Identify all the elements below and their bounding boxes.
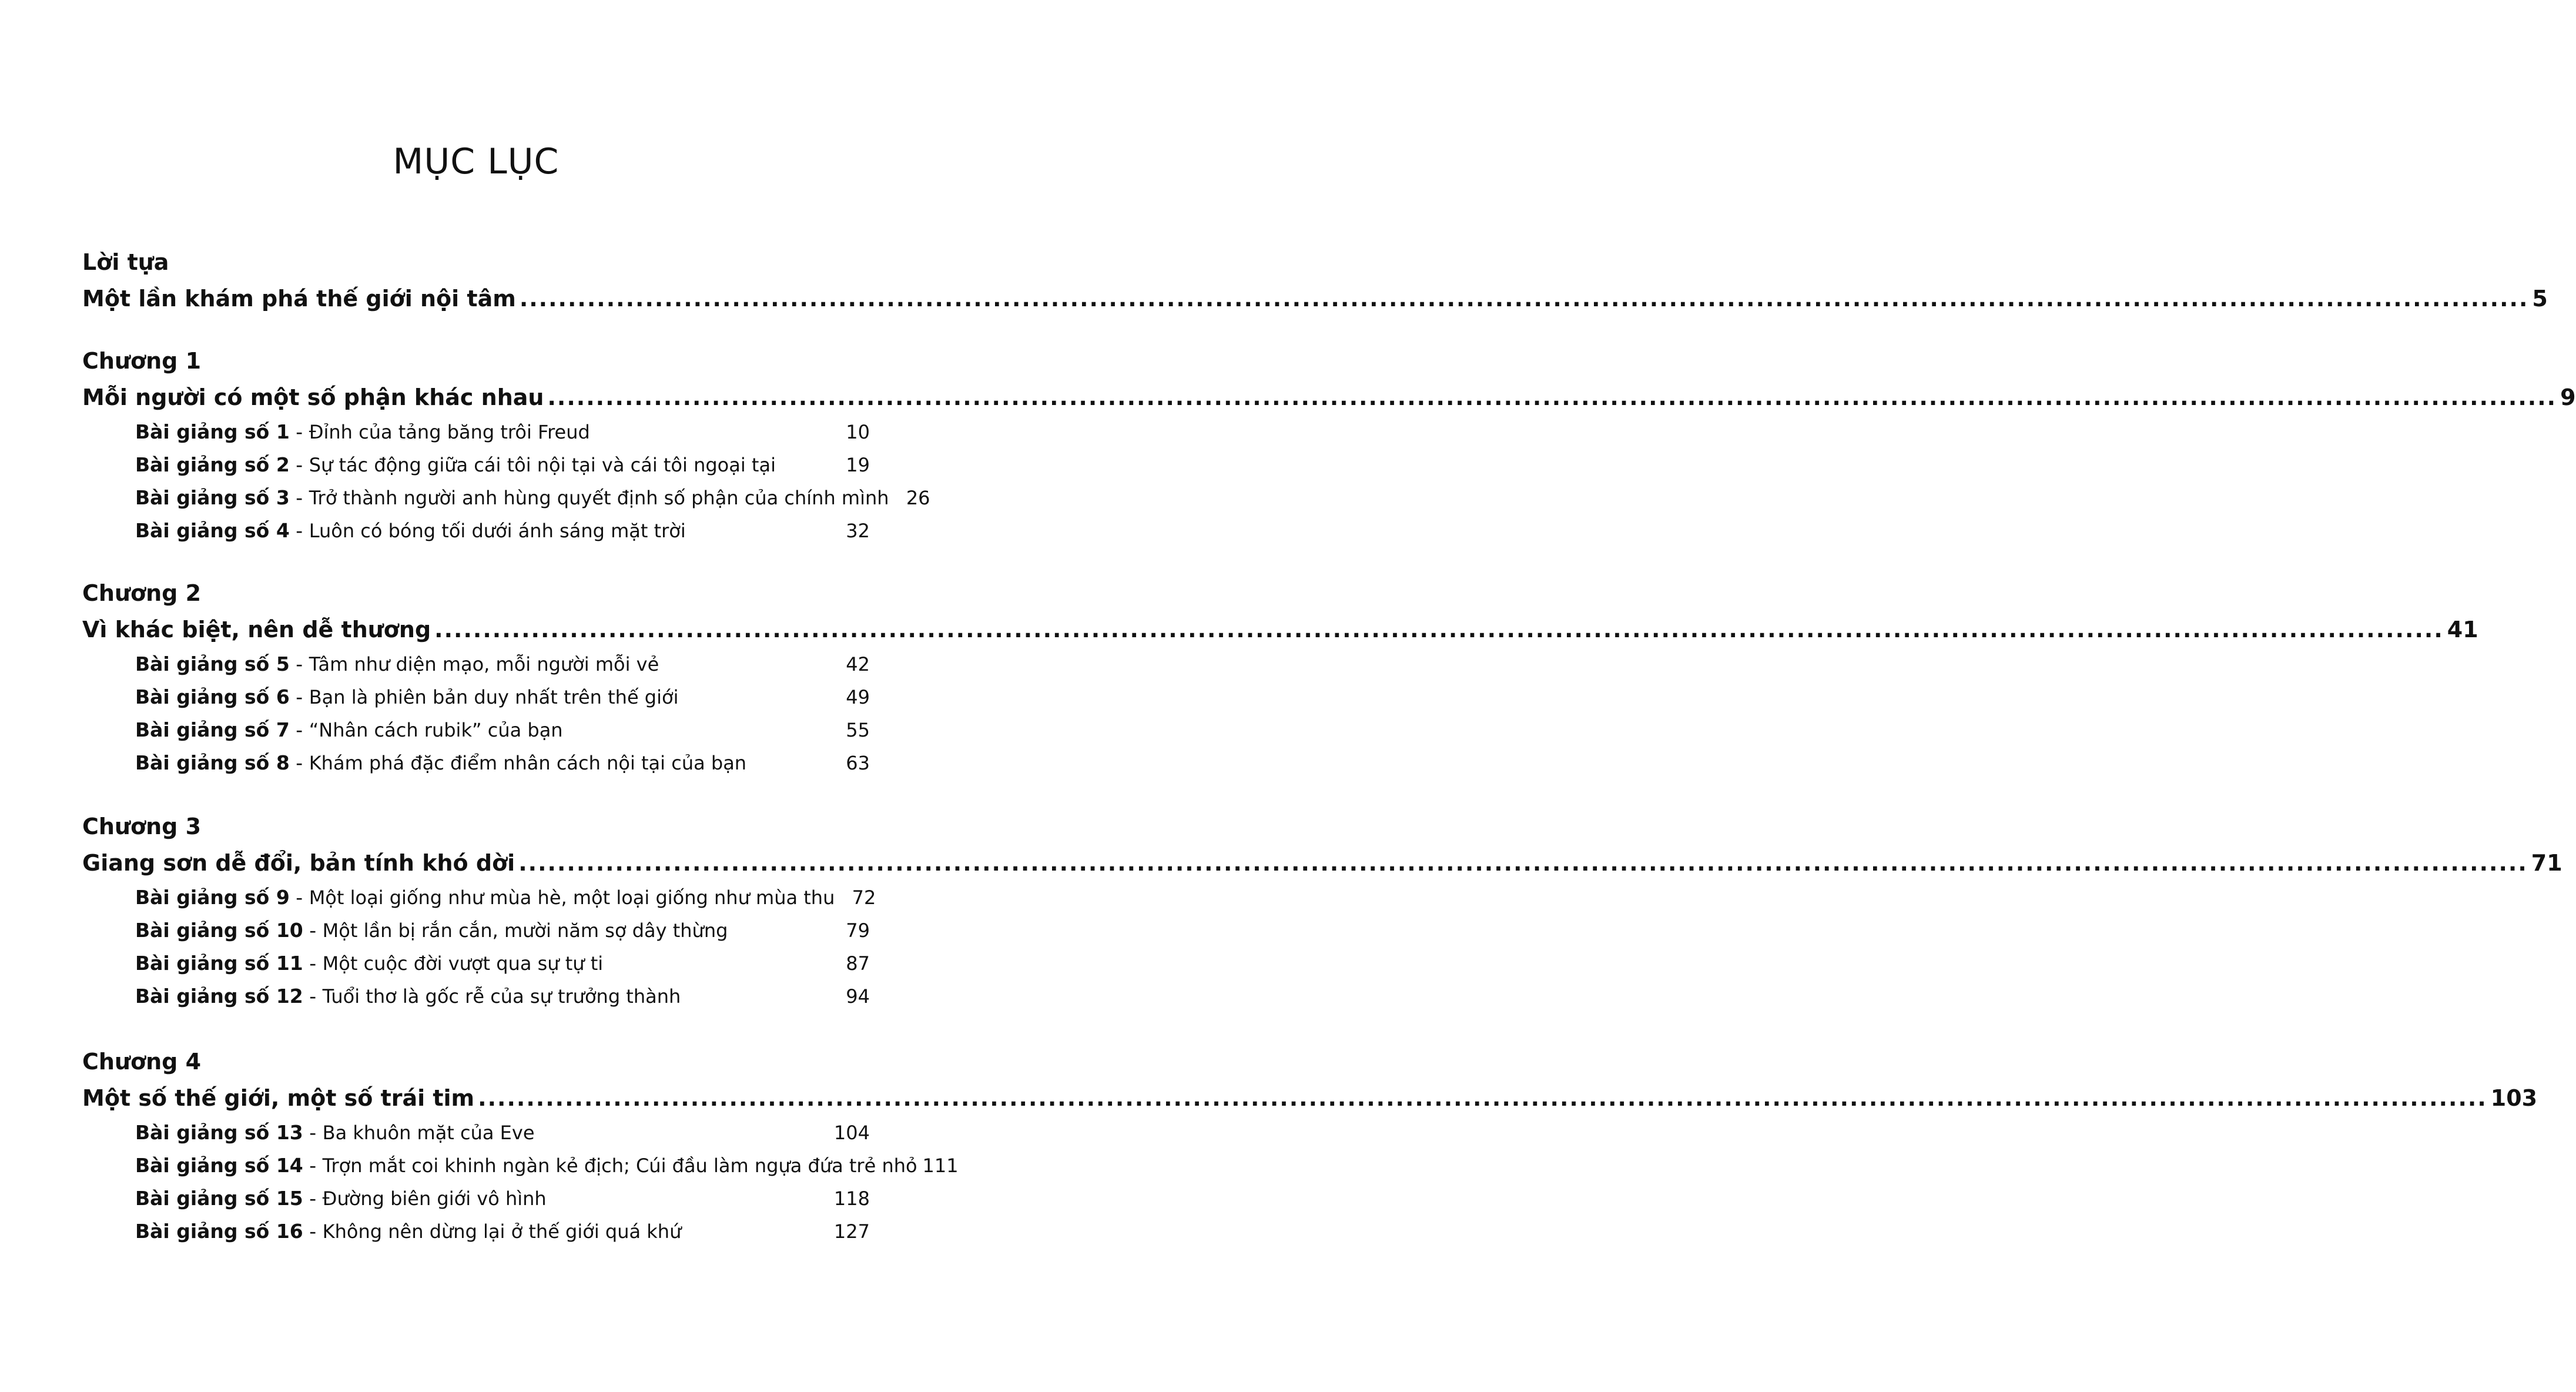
lecture-label: Bài giảng số 2 (135, 453, 290, 476)
dot-leader (520, 280, 2529, 317)
chapter-section-4 (82, 1043, 2538, 1248)
preface-section (82, 244, 2548, 317)
lecture-page: 19 (846, 454, 870, 476)
lecture-title: Một lần bị rắn cắn, mười năm sợ dây thừng (322, 919, 728, 942)
lecture-page: 118 (833, 1187, 870, 1210)
lecture-page: 79 (846, 919, 870, 942)
lecture-title: Trợn mắt coi khinh ngàn kẻ địch; Cúi đầu làm ngựa đứa trẻ nhỏ (322, 1155, 917, 1177)
lecture-page: 87 (846, 952, 870, 975)
chapter-page: 9 (2560, 384, 2576, 410)
lecture-page: 72 (852, 886, 876, 909)
lecture-title: Luôn có bóng tối dưới ánh sáng mặt trời (309, 520, 686, 542)
lecture-title: Khám phá đặc điểm nhân cách nội tại của bạn (309, 752, 747, 774)
lecture-entry: Bài giảng số 13 - Ba khuôn mặt của Eve 104 (82, 1116, 870, 1149)
chapter-title: Mỗi người có một số phận khác nhau (82, 384, 544, 410)
lecture-page: 104 (833, 1122, 870, 1144)
lecture-entry: Bài giảng số 6 - Bạn là phiên bản duy nhất trên thế giới 49 (82, 681, 870, 714)
chapter-entry (82, 1080, 2538, 1116)
lecture-page: 26 (906, 487, 930, 509)
dot-leader (434, 611, 2444, 648)
chapter-page: 41 (2447, 617, 2478, 643)
lecture-title: Ba khuôn mặt của Eve (322, 1122, 535, 1144)
lecture-entry: Bài giảng số 5 - Tâm như diện mạo, mỗi người mỗi vẻ 42 (82, 648, 870, 681)
lecture-entry: Bài giảng số 10 - Một lần bị rắn cắn, mười năm sợ dây thừng 79 (82, 914, 870, 947)
lecture-page: 63 (846, 752, 870, 774)
dot-leader (478, 1080, 2487, 1116)
lecture-title: Bạn là phiên bản duy nhất trên thế giới (309, 686, 679, 708)
preface-label: Lời tựa (82, 249, 169, 275)
lecture-title: Một cuộc đời vượt qua sự tự ti (322, 952, 604, 975)
lecture-page: 49 (846, 686, 870, 708)
preface-entry (82, 280, 2548, 317)
lecture-entry: Bài giảng số 7 - “Nhân cách rubik” của bạn 55 (82, 714, 870, 747)
lecture-page: 10 (846, 421, 870, 443)
chapter-label: Chương 3 (82, 814, 202, 839)
chapter-entry (82, 611, 2478, 648)
lecture-label: Bài giảng số 15 (135, 1187, 303, 1210)
chapter-page: 71 (2531, 850, 2562, 876)
lecture-title: Không nên dừng lại ở thế giới quá khứ (322, 1220, 682, 1243)
chapter-label: Chương 2 (82, 580, 202, 606)
lecture-label: Bài giảng số 7 (135, 718, 290, 741)
lecture-title: Sự tác động giữa cái tôi nội tại và cái tôi ngoại tại (309, 454, 776, 476)
lecture-entry: Bài giảng số 3 - Trở thành người anh hùng quyết định số phận của chính mình 26 (82, 481, 870, 514)
chapter-section-2 (82, 575, 2478, 779)
lecture-label: Bài giảng số 16 (135, 1220, 303, 1243)
chapter-page: 103 (2490, 1085, 2538, 1111)
lecture-entry: Bài giảng số 14 - Trợn mắt coi khinh ngàn kẻ địch; Cúi đầu làm ngựa đứa trẻ nhỏ 111 (82, 1149, 870, 1182)
chapter-section-1 (82, 343, 2576, 547)
lecture-title: “Nhân cách rubik” của bạn (309, 719, 563, 741)
lecture-page: 42 (846, 653, 870, 675)
lecture-page: 94 (846, 985, 870, 1008)
chapter-section-3 (82, 808, 2562, 1013)
preface-title: Một lần khám phá thế giới nội tâm (82, 286, 516, 312)
lecture-title: Tuổi thơ là gốc rễ của sự trưởng thành (322, 985, 681, 1008)
lecture-label: Bài giảng số 8 (135, 751, 290, 774)
chapter-label: Chương 4 (82, 1049, 202, 1075)
lecture-entry: Bài giảng số 11 - Một cuộc đời vượt qua sự tự ti 87 (82, 947, 870, 980)
preface-page: 5 (2532, 286, 2548, 312)
lecture-page: 127 (833, 1220, 870, 1243)
chapter-entry (82, 379, 2576, 416)
lecture-title: Trở thành người anh hùng quyết định số phận của chính mình (309, 487, 889, 509)
lecture-page: 55 (846, 719, 870, 741)
lecture-entry: Bài giảng số 9 - Một loại giống như mùa hè, một loại giống như mùa thu 72 (82, 881, 870, 914)
lecture-label: Bài giảng số 4 (135, 519, 290, 542)
lecture-label: Bài giảng số 13 (135, 1121, 303, 1144)
lecture-entry: Bài giảng số 8 - Khám phá đặc điểm nhân cách nội tại của bạn 63 (82, 747, 870, 779)
lecture-label: Bài giảng số 11 (135, 952, 303, 975)
lecture-label: Bài giảng số 1 (135, 420, 290, 443)
lecture-title: Đường biên giới vô hình (322, 1187, 547, 1210)
lecture-label: Bài giảng số 3 (135, 486, 290, 509)
lecture-title: Đỉnh của tảng băng trôi Freud (309, 421, 590, 443)
lecture-label: Bài giảng số 12 (135, 985, 303, 1008)
chapter-title: Một số thế giới, một số trái tim (82, 1085, 475, 1111)
lecture-entry: Bài giảng số 16 - Không nên dừng lại ở thế giới quá khứ 127 (82, 1215, 870, 1248)
chapter-label: Chương 1 (82, 348, 202, 374)
lecture-entry: Bài giảng số 4 - Luôn có bóng tối dưới ánh sáng mặt trời 32 (82, 514, 870, 547)
chapter-title: Vì khác biệt, nên dễ thương (82, 617, 431, 643)
lecture-title: Tâm như diện mạo, mỗi người mỗi vẻ (309, 653, 659, 675)
lecture-label: Bài giảng số 6 (135, 685, 290, 708)
lecture-page: 32 (846, 520, 870, 542)
chapter-entry (82, 845, 2562, 881)
lecture-entry: Bài giảng số 2 - Sự tác động giữa cái tôi nội tại và cái tôi ngoại tại 19 (82, 449, 870, 481)
dot-leader (518, 845, 2528, 881)
lecture-entry: Bài giảng số 12 - Tuổi thơ là gốc rễ của sự trưởng thành 94 (82, 980, 870, 1013)
lecture-entry: Bài giảng số 1 - Đỉnh của tảng băng trôi Freud 10 (82, 416, 870, 449)
lecture-label: Bài giảng số 5 (135, 652, 290, 675)
page-title: MỤC LỤC (393, 141, 560, 182)
lecture-entry: Bài giảng số 15 - Đường biên giới vô hình 118 (82, 1182, 870, 1215)
lecture-label: Bài giảng số 14 (135, 1154, 303, 1177)
dot-leader (547, 379, 2557, 416)
toc-page (82, 0, 2576, 1392)
lecture-title: Một loại giống như mùa hè, một loại giống như mùa thu (309, 886, 835, 909)
lecture-label: Bài giảng số 9 (135, 886, 290, 909)
lecture-page: 111 (922, 1155, 959, 1177)
chapter-title: Giang sơn dễ đổi, bản tính khó dời (82, 850, 515, 876)
lecture-label: Bài giảng số 10 (135, 919, 303, 942)
